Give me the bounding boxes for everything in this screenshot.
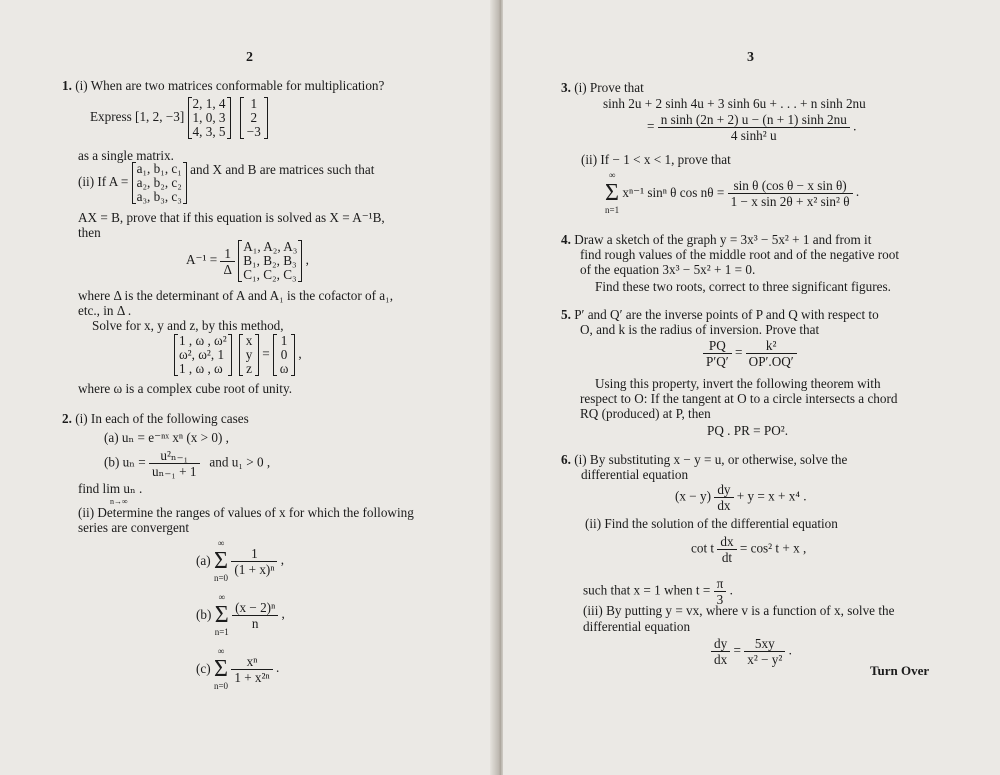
text-line: Solve for x, y and z, by this method, [92, 318, 284, 333]
matrix-a: a₁, b₁, c₁ a₂, b₂, c₂ a₃, b₃, c₃ [132, 162, 187, 204]
fraction: $\frac{1}{\text{(1 + x)ⁿ}}$ [231, 546, 277, 577]
question-6-part-3: (iii) By putting y = vx, where v is a function of x, solve the [583, 603, 895, 618]
fraction: $\frac{\text{u²ₙ₋₁}}{\text{uₙ₋₁ + 1}}$ [149, 448, 199, 479]
summation: ∞ Σ n=1 [605, 170, 620, 215]
matrix-3x3: 2, 1, 4 1, 0, 3 4, 3, 5 [188, 97, 231, 139]
fraction: $\frac{\text{(x − 2)ⁿ}}{n}$ [232, 600, 278, 631]
summation: ∞ Σ n=0 [213, 646, 229, 691]
fraction: $\frac{dy}{dx}$ [711, 636, 730, 667]
question-4-line-1: 4. Draw a sketch of the graph y = 3x³ − 5x² + 1 and from it [561, 232, 872, 247]
inversion-ratio: $\frac{PQ}{P'Q'}$ = $\frac{\text{k²}}{OP'.OQ'}$ [703, 338, 797, 369]
text-line: of the equation 3x³ − 5x² + 1 = 0. [580, 262, 756, 277]
sinh-result: = $\frac{\text{n sinh (2n + 2) u − (n + 1) sinh 2nu}}{\text{4 sinh² u}}$ . [647, 112, 857, 143]
text-line: series are convergent [78, 520, 190, 535]
text-line: then [78, 225, 101, 240]
case-a: (a) uₙ = e⁻ⁿˣ xⁿ (x > 0) , [104, 430, 229, 445]
page-number: 3 [747, 50, 754, 65]
find-limit: find lim uₙ . [78, 481, 143, 496]
fraction: $\frac{dx}{dt}$ [717, 534, 736, 565]
fraction: $\frac{PQ}{P'Q'}$ [703, 338, 732, 369]
right-page [503, 0, 1000, 775]
cofactor-matrix: A₁, A₂, A₃ B₁, B₂, B₃ C₁, C₂, C₃ [238, 240, 302, 282]
fraction: $\frac{\text{n sinh (2n + 2) u − (n + 1) sinh 2nu}}{\text{4 sinh² u}}$ [658, 112, 850, 143]
question-number: 2. [62, 411, 72, 426]
text-line: respect to O: If the tangent at O to a circle intersects a chord [580, 391, 898, 406]
text-line: where ω is a complex cube root of unity. [78, 381, 292, 396]
series-a: (a) ∞ Σ n=0 $\frac{1}{\text{(1 + x)ⁿ}}$ , [196, 538, 285, 583]
initial-condition: such that x = 1 when t = $\frac{\pi}{3}$ . [583, 576, 733, 607]
question-6-part-2: (ii) Find the solution of the differential equation [585, 516, 838, 531]
text-line: Find these two roots, correct to three significant figures. [595, 279, 891, 294]
question-3-part-1: 3. (i) Prove that [561, 80, 644, 95]
fraction: $\frac{\text{sin θ (cos θ − x sin θ)}}{\text{1 − x sin 2θ + x² sin² θ}}$ [728, 178, 853, 209]
summation: ∞ Σ n=1 [214, 592, 229, 637]
question-number: 4. [561, 232, 571, 247]
text-line: where Δ is the determinant of A and A₁ is the cofactor of a₁, [78, 288, 394, 303]
question-1-part-2: (ii) If A = a₁, b₁, c₁ a₂, b₂, c₂ a₃, b₃, c₃ and X and B are matrices such that [78, 161, 375, 204]
text-line: etc., in Δ . [78, 303, 132, 318]
text-line: RQ (produced) at P, then [580, 406, 711, 421]
text-line: Using this property, invert the following theorem with [595, 376, 881, 391]
series-c: (c) ∞ Σ n=0 $\frac{\text{xⁿ}}{\text{1 + x²ⁿ}}$ . [196, 646, 280, 691]
power-of-point: PQ . PR = PO². [707, 423, 789, 438]
question-1-express: Express [1, 2, −3] 2, 1, 4 1, 0, 3 4, 3, 5 1 2 −3 [90, 97, 268, 139]
question-number: 1. [62, 78, 72, 93]
series-b: (b) ∞ Σ n=1 $\frac{\text{(x − 2)ⁿ}}{n}$ , [196, 592, 285, 637]
case-b: (b) uₙ = $\frac{\text{u²ₙ₋₁}}{\text{uₙ₋₁ + 1}}$ and u₁ > 0 , [104, 448, 271, 479]
text-line: AX = B, prove that if this equation is solved as X = A⁻¹B, [78, 210, 385, 225]
limit-subscript: n→∞ [110, 497, 128, 506]
inverse-formula: A⁻¹ = $\frac{1}{\Delta}$ A₁, A₂, A₃ B₁, B₂, B₃ C₁, C₂, C₃ , [186, 239, 309, 282]
matrix-equation: 1 , ω , ω² ω², ω², 1 1 , ω , ω x y z = 1 0 ω , [174, 334, 302, 376]
question-2-part-2: (ii) Determine the ranges of values of x for which the following [78, 505, 414, 520]
question-3-part-2: (ii) If − 1 < x < 1, prove that [581, 152, 731, 167]
fraction: $\frac{5xy}{\text{x² − y²}}$ [744, 636, 785, 667]
question-number: 3. [561, 80, 571, 95]
question-5-line-1: 5. P′ and Q′ are the inverse points of P and Q with respect to [561, 307, 879, 322]
differential-equation-2: cot t $\frac{dx}{dt}$ = cos² t + x , [691, 534, 807, 565]
column-vector: 1 2 −3 [240, 97, 268, 139]
sum-identity: ∞ Σ n=1 xⁿ⁻¹ sinⁿ θ cos nθ = $\frac{\text{sin θ (cos θ − x sin θ)}}{\text{1 − x sin 2θ + x² sin² θ}}$ . [605, 170, 860, 215]
page-number: 2 [246, 50, 253, 65]
question-6-part-1: 6. (i) By substituting x − y = u, or otherwise, solve the [561, 452, 848, 467]
sinh-series: sinh 2u + 2 sinh 4u + 3 sinh 6u + . . . + n sinh 2nu [603, 96, 866, 111]
question-2-part-1: 2. (i) In each of the following cases [62, 411, 249, 426]
question-1-part-1: 1. (i) When are two matrices conformable for multiplication? [62, 78, 385, 93]
fraction: $\frac{1}{\Delta}$ [220, 246, 234, 277]
fraction: $\frac{\text{xⁿ}}{\text{1 + x²ⁿ}}$ [231, 654, 272, 685]
text-line: O, and k is the radius of inversion. Prove that [580, 322, 820, 337]
summation: ∞ Σ n=0 [213, 538, 229, 583]
fraction: $\frac{dy}{dx}$ [714, 482, 733, 513]
differential-equation-3: $\frac{dy}{dx}$ = $\frac{5xy}{\text{x² − y²}}$ . [711, 636, 792, 667]
text-line: as a single matrix. [78, 148, 174, 163]
text-line: differential equation [581, 467, 689, 482]
turn-over-label: Turn Over [870, 663, 930, 678]
differential-equation-1: (x − y) $\frac{dy}{dx}$ + y = x + x⁴ . [675, 482, 807, 513]
fraction: $\frac{\pi}{3}$ [714, 576, 727, 607]
unknown-vector: x y z [239, 334, 259, 376]
text-line: differential equation [583, 619, 691, 634]
question-number: 6. [561, 452, 571, 467]
question-number: 5. [561, 307, 571, 322]
omega-matrix: 1 , ω , ω² ω², ω², 1 1 , ω , ω [174, 334, 232, 376]
result-vector: 1 0 ω [273, 334, 295, 376]
left-page [0, 0, 497, 775]
text-line: find rough values of the middle root and of the negative root [580, 247, 899, 262]
fraction: $\frac{\text{k²}}{OP'.OQ'}$ [746, 338, 797, 369]
